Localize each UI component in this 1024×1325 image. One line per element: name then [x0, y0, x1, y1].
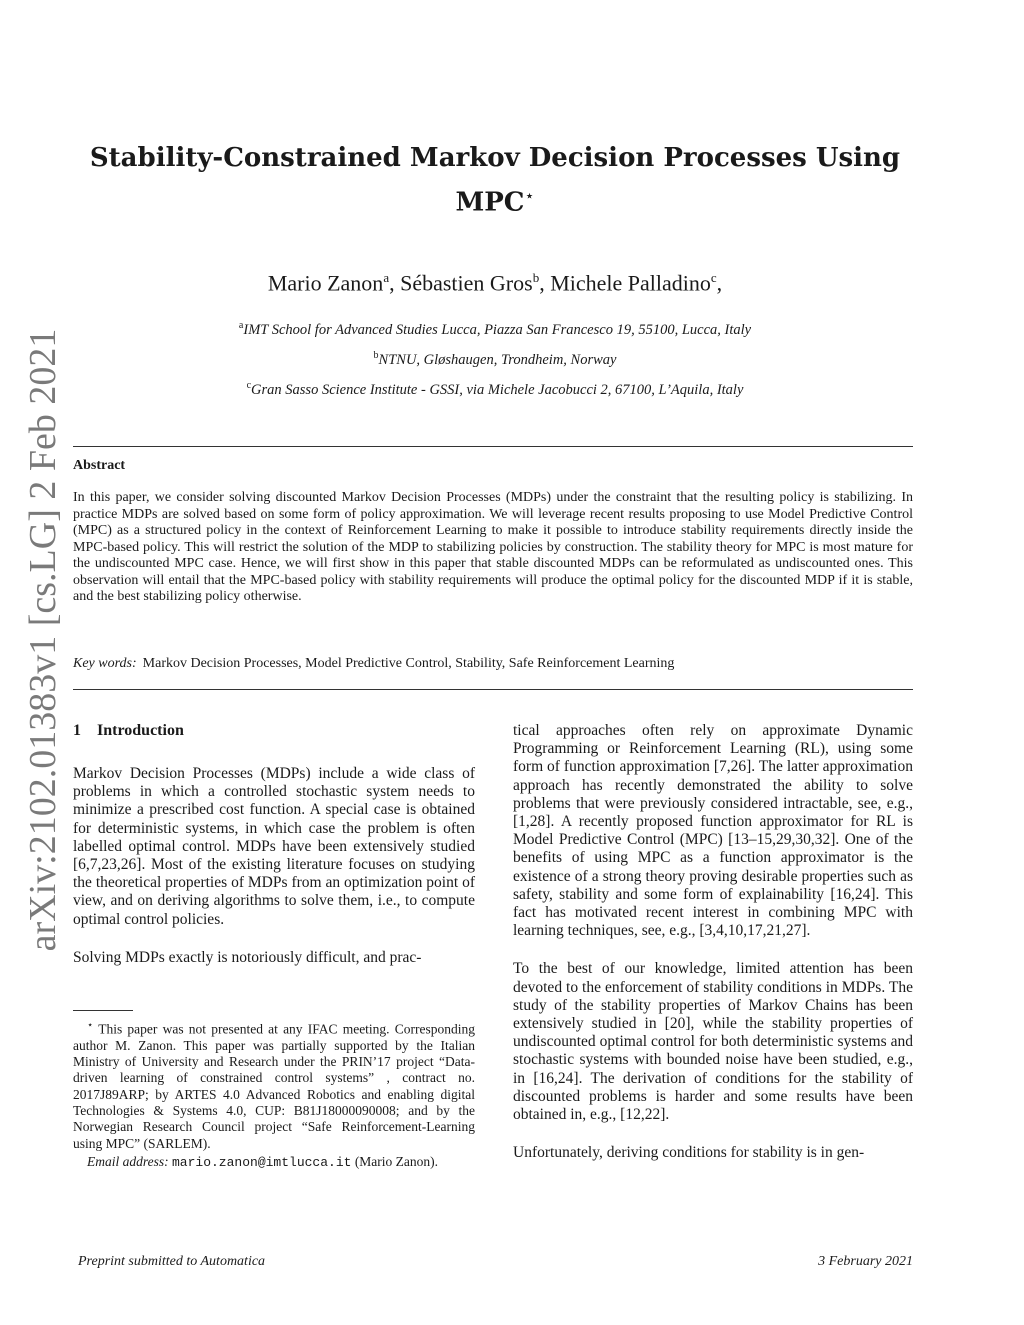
affiliation-text: NTNU, Gløshaugen, Trondheim, Norway [378, 351, 617, 368]
author-name: Mario Zanon [267, 270, 384, 296]
left-column [73, 765, 475, 967]
keywords [73, 656, 913, 672]
author-separator: , [539, 270, 551, 296]
section-title: Introduction [97, 722, 184, 739]
abstract-bottom-rule [73, 689, 913, 690]
title-line-1: Stability-Constrained Markov Decision Processes Using [89, 143, 901, 173]
paragraph: Markov Decision Processes (MDPs) include a wide class of problems in which a controlled stochastic system needs to minimize a prescribed cost function. A special case is obtained for deterministic systems, in which case the problem is often labelled optimal control. MDPs have been extensively studied [6,7,23,26]. Most of the existing literature focuses on studying the theoretical properties of MDPs from an optimization point of view, and on deriving algorithms to solve them, i.e., to compute optimal control policies. [73, 765, 475, 928]
author-list [60, 270, 930, 296]
abstract-top-rule [73, 446, 913, 447]
affiliation-a [60, 320, 930, 339]
affiliation-b [60, 350, 930, 369]
affiliation-text: Gran Sasso Science Institute - GSSI, via Michele Jacobucci 2, 67100, L’Aquila, Italy [251, 381, 744, 398]
section-heading [73, 722, 184, 740]
arxiv-stamp: arXiv:2102.01383v1 [cs.LG] 2 Feb 2021 [22, 328, 64, 952]
paragraph: To the best of our knowledge, limited attention has been devoted to the enforcement of stability conditions in MDPs. The study of the stability properties of Markov Chains has been extensively studied in [20], while the stability properties of undiscounted optimal control for both deterministic systems and stochastic systems with bounded noise have been studied, e.g., in [16,24]. The derivation of conditions for the stability of discounted problems is harder and some results have been obtained in, e.g., [12,22]. [513, 960, 913, 1124]
keywords-label: Key words: [73, 656, 137, 671]
abstract-heading: Abstract [73, 458, 126, 473]
affiliation-c [60, 380, 930, 399]
footer-date: 3 February 2021 [818, 1254, 913, 1269]
section-number: 1 [73, 722, 81, 739]
affiliation-text: IMT School for Advanced Studies Lucca, Piazza San Francesco 19, 55100, Lucca, Italy [243, 321, 752, 338]
title-line-2-text: MPC [455, 187, 525, 218]
right-column [513, 722, 913, 1162]
paragraph: Solving MDPs exactly is notoriously difficult, and prac- [73, 948, 422, 966]
paragraph: Unfortunately, deriving conditions for stability is in gen- [513, 1144, 865, 1162]
email-suffix: (Mario Zanon). [354, 1153, 439, 1169]
email-link[interactable]: mario.zanon@imtlucca.it [172, 1154, 352, 1170]
title-footnote-star[interactable]: ⋆ [524, 186, 535, 205]
author-separator: , [389, 270, 401, 296]
footer-journal: Preprint submitted to Automatica [78, 1254, 266, 1269]
paper-title [60, 140, 930, 222]
footnote-rule [73, 1010, 133, 1011]
affiliation-mark: a [238, 320, 244, 331]
abstract-text: In this paper, we consider solving discounted Markov Decision Processes (MDPs) under the constraint that the resulting policy is stabilizing. In practice MDPs are solved based on some form of policy approximation. We will leverage recent results proposing to use Model Predictive Control (MPC) as a structured policy in the context of Reinforcement Learning to make it possible to introduce stability requirements directly inside the MPC-based policy. This will restrict the solution of the MDP to stabilizing policies by construction. The stability theory for MPC is most mature for the undiscounted MPC case. Hence, we will first show in this paper that stable discounted MDPs can be reformulated as undiscounted ones. This observation will entail that the MPC-based policy with stability requirements will produce the optimal policy for the discounted MDP if it is stable, and the best stabilizing policy otherwise. [73, 490, 913, 604]
title-line-2 [60, 177, 930, 222]
author-affiliation-mark: b [532, 270, 540, 285]
author-affiliation-mark: c [710, 270, 717, 285]
footnote-email-line [73, 1154, 475, 1171]
affiliation-mark: b [373, 350, 379, 361]
author-name: Michele Palladino [550, 270, 711, 296]
footnote-mark: ⋆ [87, 1020, 94, 1031]
email-label: Email address: [87, 1153, 169, 1169]
footnote-body [73, 1018, 475, 1152]
footnote-text: This paper was not presented at any IFAC meeting. Corresponding author M. Zanon. This paper was partially supported by the Italian Ministry of University and Research under the PRIN’17 project “Data-driven learning of constrained control systems” , contract no. 2017J89ARP; by ARTES 4.0 Advanced Robotics and enabling digital Technologies & Systems 4.0, CUP: B81J18000090008; and by the Norwegian Research Council project “Safe Reinforcement-Learning using MPC” (SARLEM). [73, 1021, 475, 1151]
footnote [73, 1018, 475, 1171]
author-name: Sébastien Gros [400, 270, 533, 296]
paragraph: tical approaches often rely on approximate Dynamic Programming or Reinforcement Learning (RL), using some form of function approximation [7,26]. The latter approximation approach has recently demonstrated the ability to solve problems that were previously considered intractable, see, e.g., [1,28]. A recently proposed function approximator for RL is Model Predictive Control (MPC) [13–15,29,30,32]. One of the benefits of using MPC as a function approximator is the existence of a strong theory proving desirable properties such as safety, stability and some form of explainability [16,24]. This fact has motivated recent interest in combining MPC with learning techniques, see, e.g., [3,4,10,17,21,27]. [513, 722, 913, 940]
affiliation-mark: c [246, 380, 252, 391]
keywords-text: Markov Decision Processes, Model Predictive Control, Stability, Safe Reinforcement Learning [142, 656, 675, 671]
author-affiliation-mark: a [383, 270, 390, 285]
author-separator: , [716, 270, 723, 296]
